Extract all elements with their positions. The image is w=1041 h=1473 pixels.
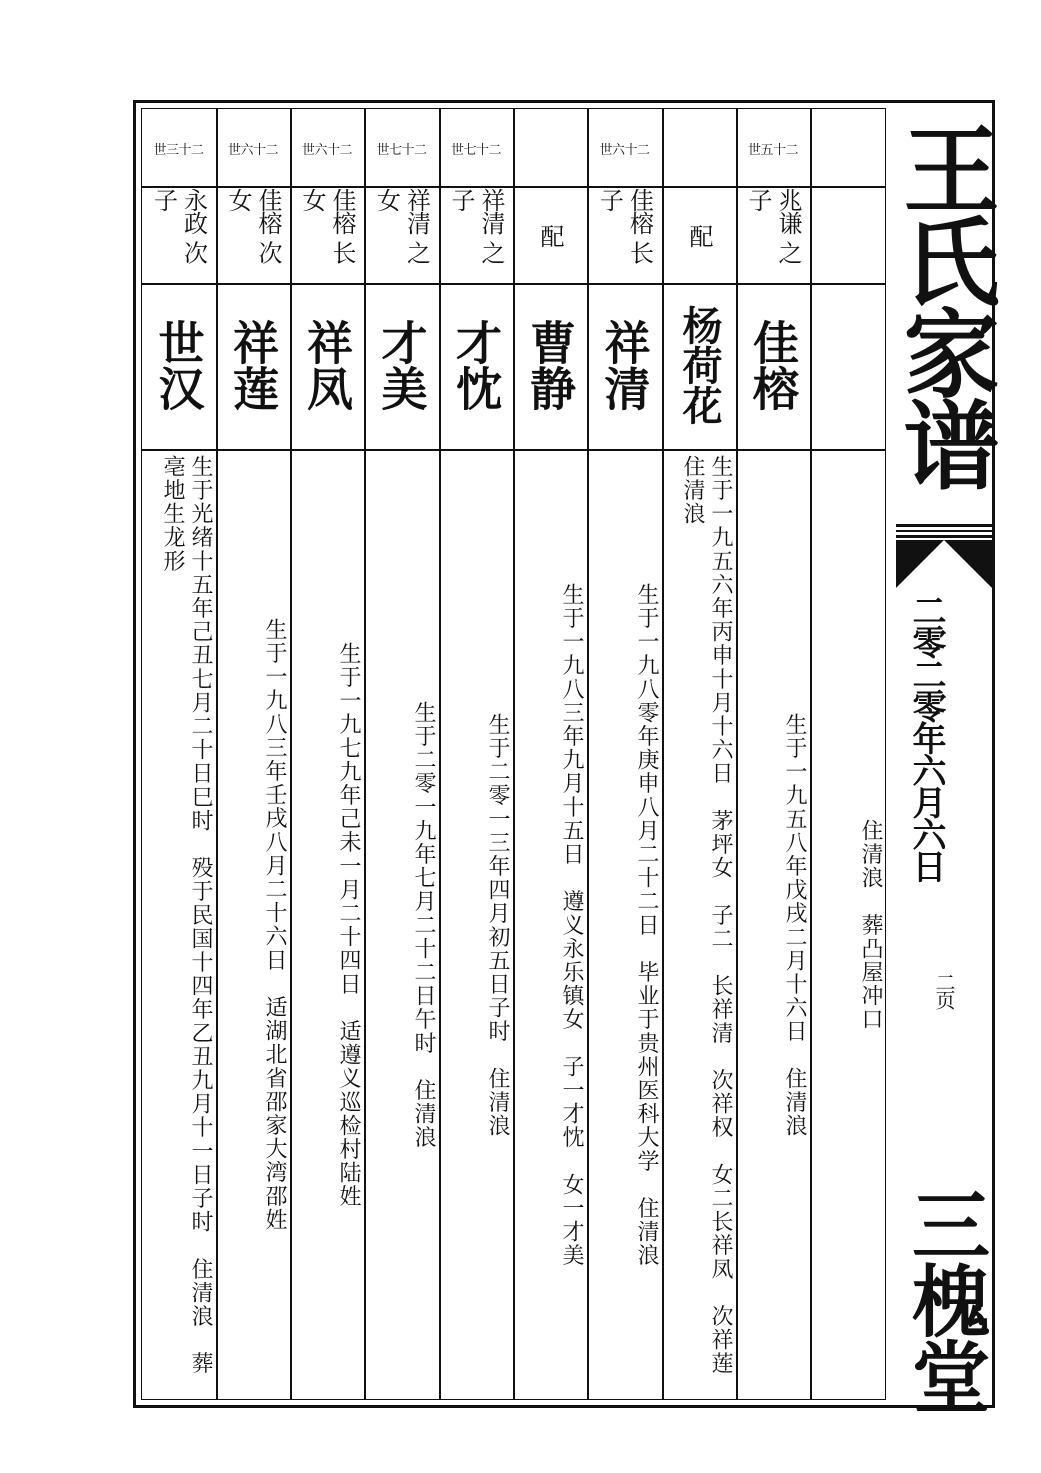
relation-label: 佳榕 长子 [595, 188, 654, 264]
person-record: 生于一九五六年丙申十月十六日 茅坪女 子二 长祥清 次祥权 女二长祥凤 次祥莲 住清浪 [680, 455, 733, 1400]
generation-label [662, 110, 736, 186]
generation-label [810, 110, 886, 186]
relation-label: 配 [685, 223, 713, 247]
row-divider [141, 449, 886, 451]
title-rule [896, 524, 993, 527]
relation-label: 祥清 之子 [447, 188, 505, 264]
generation-label: 世七十二 [376, 142, 427, 158]
generation-label: 世六十二 [227, 142, 278, 158]
person-name: 祥清 [597, 319, 652, 411]
relation-label: 兆谦 之子 [744, 188, 802, 264]
person-name: 佳榕 [746, 319, 800, 411]
generation-label: 世六十二 [599, 142, 650, 158]
person-name: 世汉 [151, 319, 206, 411]
relation-label: 配 [536, 223, 564, 247]
person-record: 生于一九七九年己未一月二十四日 适遵义巡检村陆姓 [336, 641, 361, 1209]
title-rule [896, 535, 993, 538]
relation-label [810, 188, 886, 282]
generation-label [513, 110, 587, 186]
page-number: 二页 [932, 972, 956, 1008]
person-record: 住清浪 葬凸屋冲口 [858, 818, 883, 1032]
person-record: 生于二零一三年四月初五日子时 住清浪 [485, 712, 510, 1138]
title-rule [896, 530, 993, 532]
relation-label: 佳榕 长女 [298, 188, 356, 264]
person-name: 杨荷花 [676, 305, 723, 425]
generation-label: 世三十二 [153, 142, 204, 158]
person-record: 生于一九八三年壬戌八月二十六日 适湖北省邵家大湾邵姓 [262, 618, 287, 1232]
hall-name: 三槐堂 [899, 1185, 990, 1413]
person-name: 祥凤 [300, 319, 354, 411]
generation-label: 世七十二 [450, 142, 501, 158]
person-record: 生于一九八三年九月十五日 遵义永乐镇女 子一才忱 女一才美 [559, 582, 584, 1268]
edition-date: 二零二零年六月六日 [906, 593, 946, 881]
person-record: 生于光绪十五年己丑七月二十日巳时 殁于民国十四年乙丑九月十一日子时 住清浪 葬亳地生龙形 [160, 455, 213, 1376]
person-name [810, 285, 886, 445]
relation-label: 佳榕 次女 [224, 188, 282, 264]
person-record: 生于一九八零年庚申八月二十二日 毕业于贵州医科大学 住清浪 [634, 582, 659, 1268]
person-record: 生于二零一九年七月二十二日午时 住清浪 [411, 700, 436, 1150]
person-name: 曹静 [523, 319, 577, 411]
person-name: 才忱 [449, 319, 503, 411]
person-name: 才美 [374, 319, 429, 411]
genealogy-title: 王氏家谱 [888, 120, 1001, 488]
relation-label: 永政 次子 [149, 188, 208, 264]
relation-label: 祥清 之女 [372, 188, 431, 264]
generation-label: 世五十二 [747, 142, 798, 158]
fishtail-ornament [896, 540, 992, 588]
person-name: 祥莲 [226, 319, 280, 411]
person-record: 生于一九五八年戊戌二月十六日 住清浪 [782, 712, 807, 1138]
generation-label: 世六十二 [301, 142, 352, 158]
